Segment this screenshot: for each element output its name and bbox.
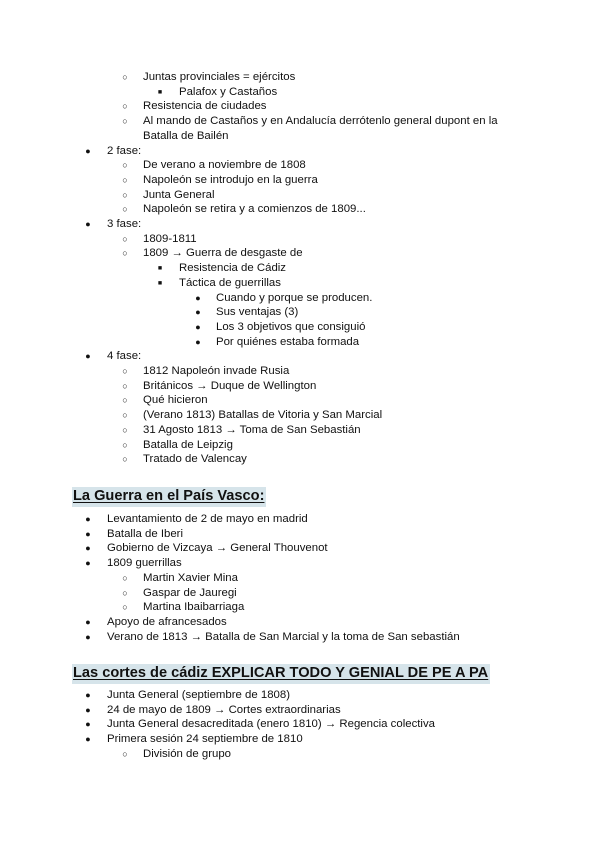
list-item-text: Batalla de Leipzig bbox=[143, 438, 233, 451]
list-item-text: Junta General bbox=[143, 188, 215, 201]
bullet-icon: ○ bbox=[122, 248, 128, 259]
bullet-icon: ● bbox=[195, 336, 201, 347]
bullet-icon: ● bbox=[195, 307, 201, 318]
list-item-text: Batalla de Iberi bbox=[107, 527, 183, 540]
bullet-icon: ○ bbox=[122, 439, 128, 450]
bullet-icon: ○ bbox=[122, 410, 128, 421]
bullet-icon: ● bbox=[85, 719, 91, 730]
bullet-icon: ○ bbox=[122, 602, 128, 613]
list-item-text: Táctica de guerrillas bbox=[179, 276, 281, 289]
bullet-icon: ● bbox=[85, 734, 91, 745]
list-item-text: 1809 → Guerra de desgaste de bbox=[143, 247, 303, 260]
list-item-text: Tratado de Valencay bbox=[143, 453, 247, 466]
list-item-text: Sus ventajas (3) bbox=[216, 306, 299, 319]
list-item-text: Al mando de Castaños y en Andalucía derrótenlo general dupont en la bbox=[143, 115, 498, 128]
list-item-text: 1809 guerrillas bbox=[107, 557, 182, 570]
list-item-text: 3 fase: bbox=[107, 218, 142, 230]
bullet-icon: ● bbox=[85, 690, 91, 700]
list-item-text: Los 3 objetivos que consiguió bbox=[216, 320, 366, 333]
bullet-icon: ● bbox=[85, 616, 91, 627]
list-item-text: 31 Agosto 1813 → Toma de San Sebastián bbox=[143, 423, 361, 436]
bullet-icon: ● bbox=[85, 631, 91, 642]
list-item-text: Palafox y Castaños bbox=[179, 85, 278, 98]
bullet-icon: ○ bbox=[122, 395, 128, 406]
bullet-icon: ○ bbox=[122, 454, 128, 465]
list-item-text: (Verano 1813) Batallas de Vitoria y San Marcial bbox=[143, 409, 383, 422]
list-item-text: Junta General desacreditada (enero 1810) → Regencia colectiva bbox=[107, 718, 435, 731]
list-item-text: Qué hicieron bbox=[143, 394, 208, 407]
list-item-text: División de grupo bbox=[143, 747, 232, 760]
bullet-icon: ○ bbox=[122, 101, 128, 112]
bullet-icon: ● bbox=[195, 321, 201, 332]
bullet-icon: ● bbox=[85, 704, 91, 715]
list-item-text: 24 de mayo de 1809 → Cortes extraordinarias bbox=[107, 703, 341, 716]
bullet-icon: ● bbox=[85, 558, 91, 569]
list-item-text: Batalla de Bailén bbox=[143, 129, 229, 142]
bullet-icon: ○ bbox=[122, 233, 128, 244]
list-item-text: Martina Ibaibarriaga bbox=[143, 601, 245, 614]
bullet-icon: ○ bbox=[122, 380, 128, 391]
bullet-icon: ● bbox=[85, 351, 91, 362]
bullet-icon: ● bbox=[85, 528, 91, 539]
bullet-icon: ○ bbox=[122, 189, 128, 200]
bullet-icon: ■ bbox=[157, 88, 163, 96]
list-item-text: Juntas provinciales = ejércitos bbox=[143, 71, 296, 83]
bullet-icon: ● bbox=[195, 292, 201, 303]
list-item-text: 1809-1811 bbox=[143, 232, 197, 245]
list-item-text: Apoyo de afrancesados bbox=[107, 615, 227, 628]
bullet-icon: ■ bbox=[157, 279, 163, 287]
list-item-text: Napoleón se retira y a comienzos de 1809... bbox=[143, 203, 366, 216]
list-item-text: 1812 Napoleón invade Rusia bbox=[143, 365, 290, 377]
list-item-text: 2 fase: bbox=[107, 144, 142, 157]
bullet-icon: ○ bbox=[122, 204, 128, 215]
list-item-text: Levantamiento de 2 de mayo en madrid bbox=[107, 513, 308, 525]
bullet-icon: ○ bbox=[122, 174, 128, 185]
list-item-text: Napoleón se introdujo en la guerra bbox=[143, 173, 318, 186]
list-item-text: Resistencia de ciudades bbox=[143, 100, 267, 113]
list-item-text: Verano de 1813 → Batalla de San Marcial y la toma de San sebastián bbox=[107, 630, 460, 643]
bullet-icon: ● bbox=[85, 514, 91, 524]
bullet-icon: ○ bbox=[122, 72, 128, 82]
list-item-text: Martin Xavier Mina bbox=[143, 571, 238, 584]
bullet-icon: ● bbox=[85, 543, 91, 554]
bullet-icon: ● bbox=[85, 219, 91, 229]
section-heading-cortes-cadiz: Las cortes de cádiz EXPLICAR TODO Y GENIAL DE PE A PA bbox=[72, 664, 490, 684]
list-item-text: Junta General (septiembre de 1808) bbox=[107, 689, 290, 701]
list-item-text: Resistencia de Cádiz bbox=[179, 262, 286, 275]
bullet-icon: ○ bbox=[122, 116, 128, 127]
list-item-text: Gobierno de Vizcaya → General Thouvenot bbox=[107, 542, 328, 555]
bullet-icon: ○ bbox=[122, 572, 128, 583]
list-item-text: Cuando y porque se producen. bbox=[216, 291, 373, 304]
bullet-icon: ○ bbox=[122, 160, 128, 171]
bullet-icon: ○ bbox=[122, 587, 128, 598]
list-item-text: Gaspar de Jauregi bbox=[143, 586, 237, 599]
bullet-icon: ○ bbox=[122, 366, 128, 376]
bullet-icon: ■ bbox=[157, 265, 163, 273]
bullet-icon: ○ bbox=[122, 424, 128, 435]
list-item-text: 4 fase: bbox=[107, 350, 142, 363]
list-item-text: Primera sesión 24 septiembre de 1810 bbox=[107, 733, 303, 746]
list-item-text: Británicos → Duque de Wellington bbox=[143, 379, 317, 392]
bullet-icon: ○ bbox=[122, 748, 128, 759]
bullet-icon: ● bbox=[85, 145, 91, 156]
list-item-text: Por quiénes estaba formada bbox=[216, 335, 360, 348]
list-item-text: De verano a noviembre de 1808 bbox=[143, 159, 306, 172]
section-heading-pais-vasco: La Guerra en el País Vasco: bbox=[72, 487, 266, 507]
